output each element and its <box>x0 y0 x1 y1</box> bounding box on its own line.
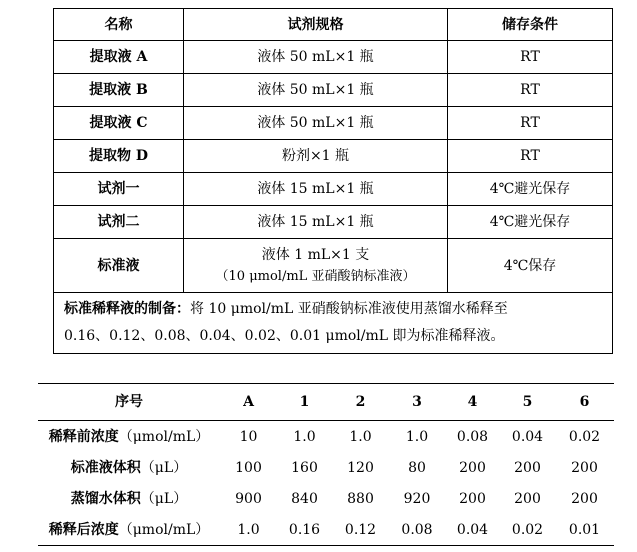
table-cell: 920 <box>403 490 431 507</box>
table-cell: 200 <box>571 459 598 476</box>
reagent-storage: RT <box>448 74 613 107</box>
table-cell: 0.04 <box>445 514 500 546</box>
reagent-spec: 液体 50 mL×1 瓶 <box>184 107 448 140</box>
table-cell: 1.0 <box>349 428 372 445</box>
table-cell: 0.01 <box>555 514 614 546</box>
table-cell: 80 <box>408 459 426 476</box>
table-cell: 880 <box>347 490 374 507</box>
reagent-storage: 4℃避光保存 <box>448 173 613 206</box>
table-cell: 840 <box>291 490 318 507</box>
table-header-row <box>38 384 614 421</box>
column-header: 2 <box>332 384 389 421</box>
table-row <box>54 41 613 74</box>
table-row <box>38 514 614 546</box>
table-row <box>38 452 614 483</box>
row-label-unit: （μL） <box>140 459 188 476</box>
dilution-table <box>38 383 614 546</box>
reagent-name: 提取液 C <box>54 107 184 140</box>
reagent-name: 试剂一 <box>54 173 184 206</box>
note-lead: 标准稀释液的制备： <box>64 301 190 317</box>
reagent-storage: RT <box>448 41 613 74</box>
column-header: 3 <box>389 384 445 421</box>
header-index: 序号 <box>38 384 220 421</box>
row-label-text: 稀释前浓度 <box>48 428 119 445</box>
table-row <box>54 206 613 239</box>
note-line-2: 0.16、0.12、0.08、0.04、0.02、0.01 μmol/mL 即为标准稀释液。 <box>64 328 505 344</box>
reagent-spec: 液体 15 mL×1 瓶 <box>184 206 448 239</box>
column-header: 1 <box>277 384 332 421</box>
reagent-name: 提取物 D <box>54 140 184 173</box>
row-label <box>38 421 220 453</box>
table-header-row <box>54 9 613 41</box>
table-row <box>54 239 613 293</box>
reagent-spec: 液体 50 mL×1 瓶 <box>184 41 448 74</box>
column-header: 6 <box>555 384 614 421</box>
table-cell: 10 <box>239 428 258 445</box>
row-label <box>38 514 220 546</box>
table-cell: 200 <box>571 490 598 507</box>
row-label <box>38 483 220 514</box>
table-cell: 200 <box>514 490 541 507</box>
table-row <box>54 140 613 173</box>
reagent-spec: 液体 50 mL×1 瓶 <box>184 74 448 107</box>
table-cell: 200 <box>459 490 486 507</box>
table-cell: 0.08 <box>389 514 445 546</box>
reagent-storage: 4℃避光保存 <box>448 206 613 239</box>
column-header: 5 <box>500 384 555 421</box>
reagent-name: 提取液 B <box>54 74 184 107</box>
row-label-text: 蒸馏水体积 <box>70 490 141 507</box>
reagent-name: 试剂二 <box>54 206 184 239</box>
row-label <box>38 452 220 483</box>
note-row <box>54 293 613 354</box>
reagent-spec-note: （10 μmol/mL 亚硝酸钠标准液） <box>215 268 416 284</box>
row-label-text: 稀释后浓度 <box>48 521 119 538</box>
table-cell: 200 <box>514 459 541 476</box>
table-cell: 0.04 <box>511 428 544 445</box>
note-line-1: 将 10 μmol/mL 亚硝酸钠标准液使用蒸馏水稀释至 <box>190 301 508 317</box>
table-row <box>38 421 614 453</box>
table-row <box>54 107 613 140</box>
table-cell: 200 <box>459 459 486 476</box>
reagent-storage: 4℃保存 <box>448 239 613 293</box>
table-cell: 120 <box>347 459 374 476</box>
table-cell: 0.02 <box>568 428 601 445</box>
header-spec: 试剂规格 <box>184 9 448 41</box>
row-label-unit: （μL） <box>140 490 188 507</box>
row-label-unit: （μmol/mL） <box>118 428 210 445</box>
header-name: 名称 <box>54 9 184 41</box>
reagent-name: 标准液 <box>54 239 184 293</box>
table-cell: 0.16 <box>277 514 332 546</box>
table-cell: 100 <box>235 459 262 476</box>
table-cell: 160 <box>291 459 318 476</box>
preparation-note <box>54 293 613 354</box>
table-cell: 1.0 <box>405 428 429 445</box>
reagent-spec-cell <box>184 239 448 293</box>
column-header: 4 <box>445 384 500 421</box>
table-row <box>54 74 613 107</box>
header-storage: 储存条件 <box>448 9 613 41</box>
reagent-spec: 液体 15 mL×1 瓶 <box>184 173 448 206</box>
table-cell: 900 <box>235 490 262 507</box>
reagent-storage: RT <box>448 107 613 140</box>
row-label-text: 标准液体积 <box>70 459 141 476</box>
kit-components-table <box>53 8 613 354</box>
table-cell: 0.08 <box>456 428 489 445</box>
table-row <box>54 173 613 206</box>
reagent-spec: 液体 1 mL×1 支 <box>261 246 370 263</box>
column-header: A <box>220 384 277 421</box>
reagent-name: 提取液 A <box>54 41 184 74</box>
table-cell: 0.02 <box>500 514 555 546</box>
reagent-spec: 粉剂×1 瓶 <box>184 140 448 173</box>
table-cell: 1.0 <box>220 514 277 546</box>
table-row <box>38 483 614 514</box>
row-label-unit: （μmol/mL） <box>118 521 210 538</box>
table-cell: 1.0 <box>293 428 316 445</box>
table-cell: 0.12 <box>332 514 389 546</box>
reagent-storage: RT <box>448 140 613 173</box>
